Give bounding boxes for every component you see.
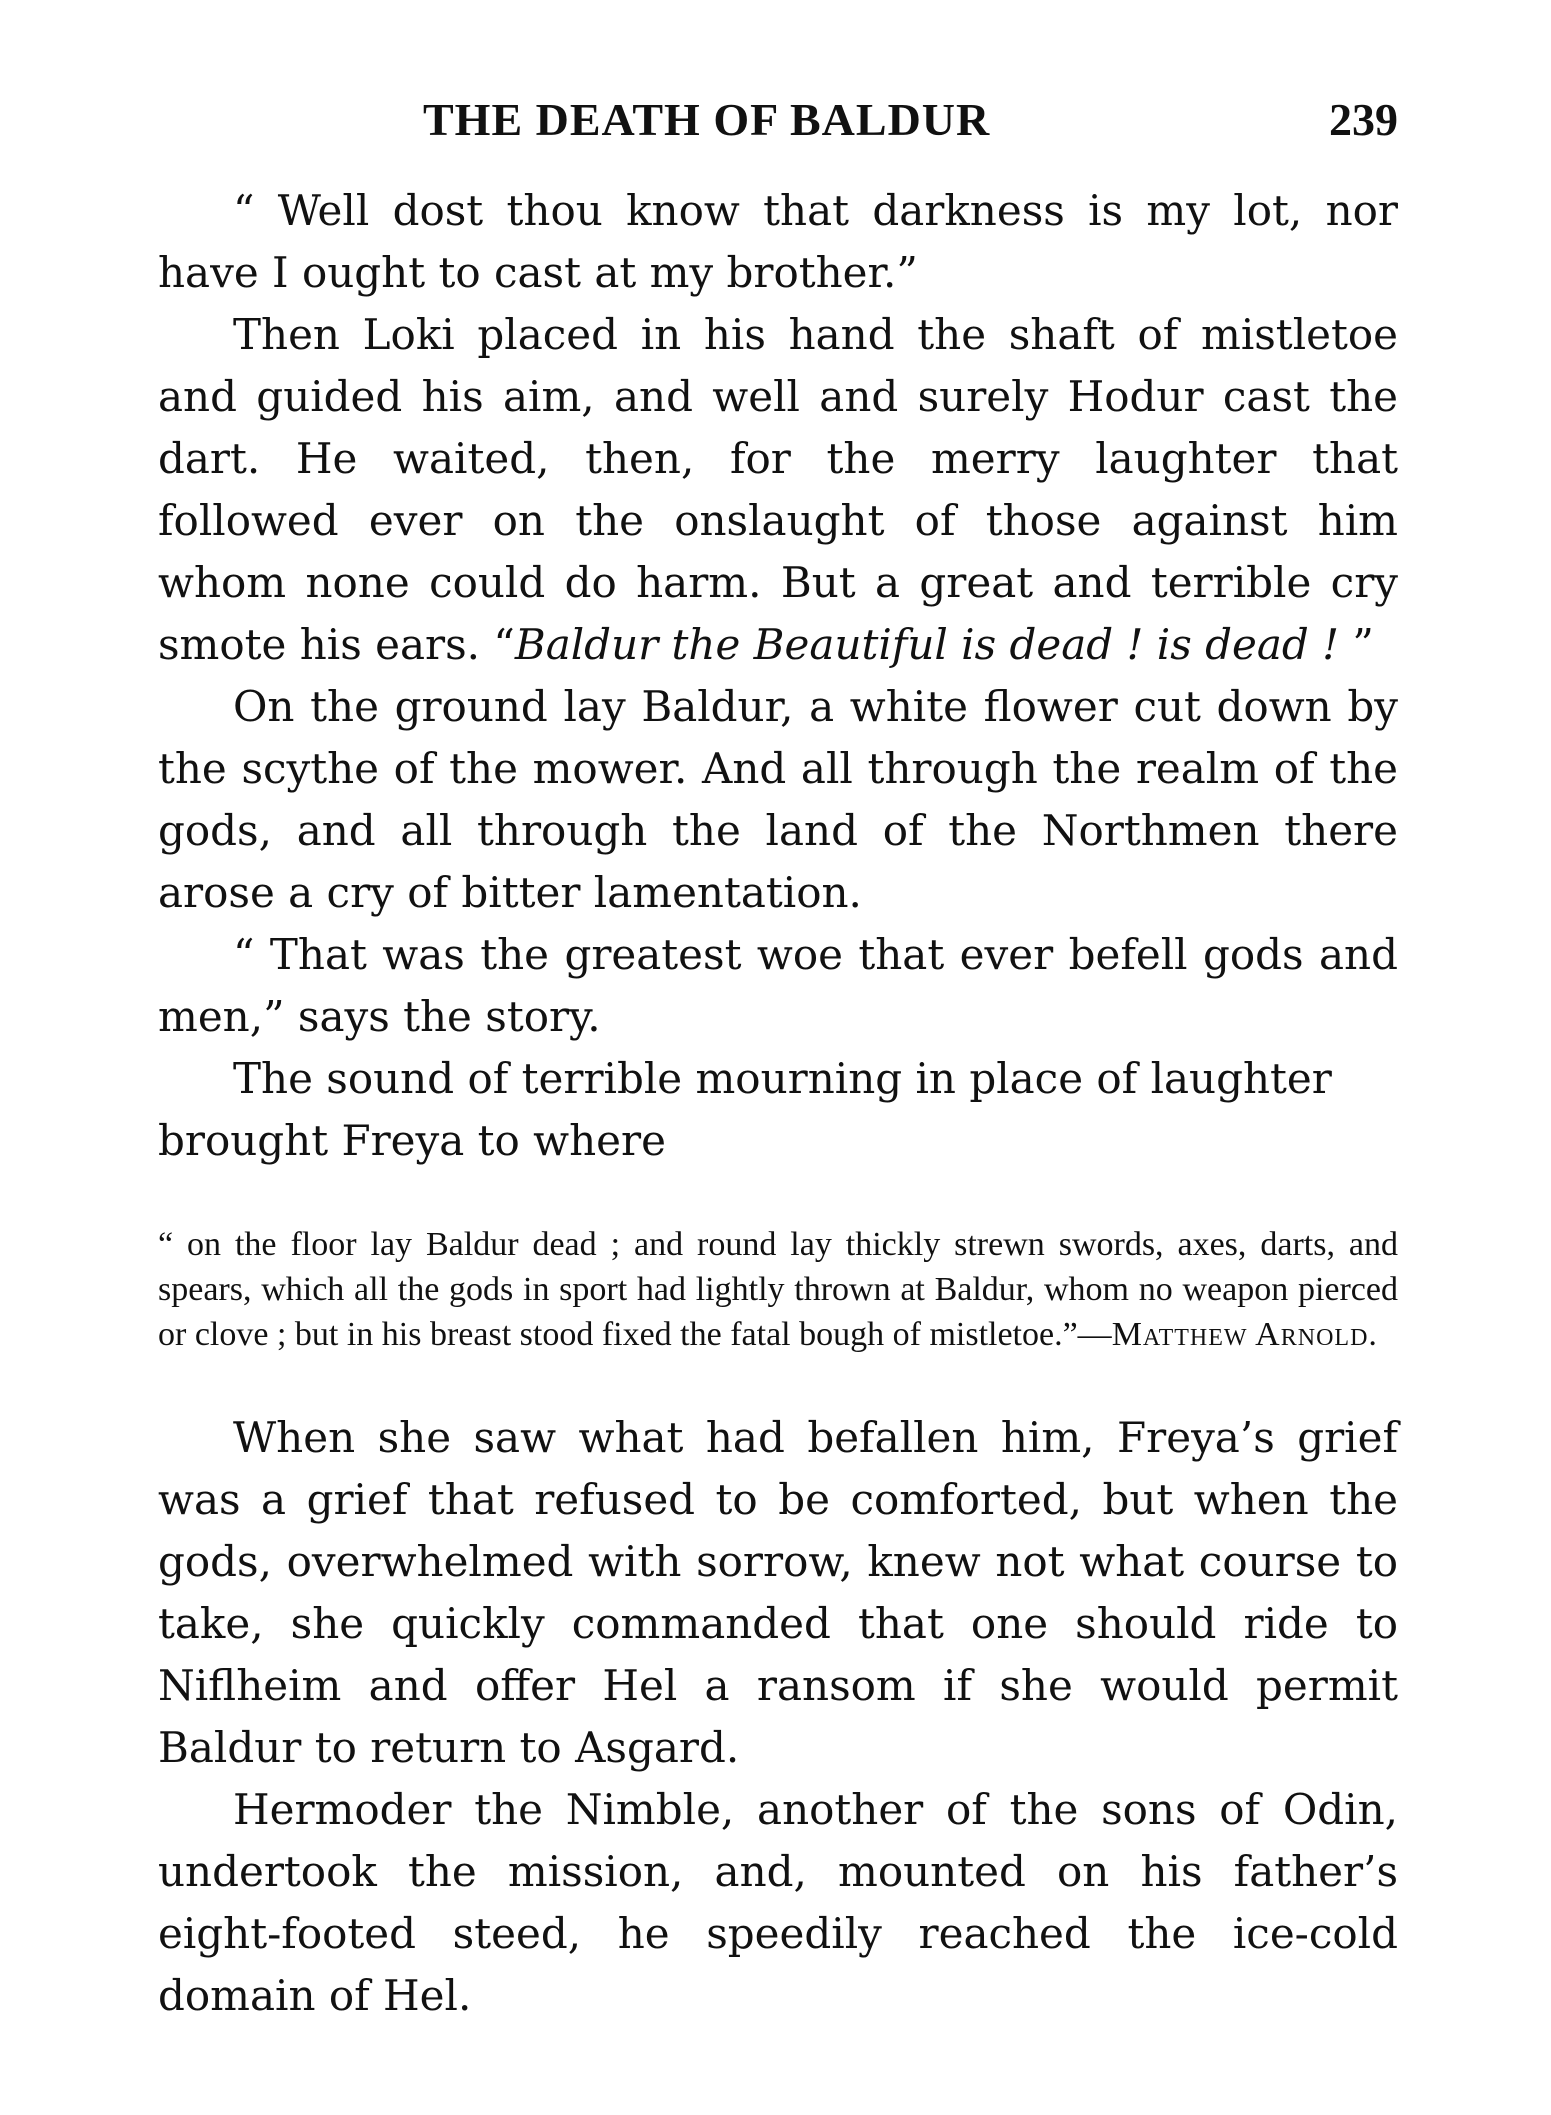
paragraph-2 [158,304,1398,676]
block-quote [158,1222,1398,1357]
block-quote-text: “ on the floor lay Baldur dead ; and round lay thickly strewn swords, axes, darts, and spears, which all the gods in sport had lightly thrown at Baldur, whom no weapon pierced or clove ; but in his breast stood fixed the fatal bough of mistletoe.”— [158,1226,1398,1353]
body-text [158,180,1398,2027]
paragraph-1: “ Well dost thou know that darkness is my lot, nor have I ought to cast at my brother.” [158,186,1398,297]
paragraph-6: When she saw what had befallen him, Freya’s grief was a grief that refused to be comforted, but when the gods, overwhelmed with sorrow, knew not what course to take, she quickly commanded that one should ride to Niflheim and offer Hel a ransom if she would permit Baldur to return to Asgard. [158,1413,1398,1772]
paragraph-7: Hermoder the Nimble, another of the sons of Odin, undertook the mission, and, mounted on his father’s eight-footed steed, he speedily reached the ice-cold domain of Hel. [158,1785,1398,2020]
paragraph-3: On the ground lay Baldur, a white flower cut down by the scythe of the mower. And all through the realm of the gods, and all through the land of the Northmen there arose a cry of bitter lamentation. [158,682,1398,917]
paragraph-2-italic-quote: Baldur the Beautiful is dead ! is dead ! [514,620,1339,669]
paragraph-2-closing-quote: ” [1339,620,1374,669]
paragraph-2-text: Then Loki placed in his hand the shaft of mistletoe and guided his aim, and well and surely Hodur cast the dart. He waited, then, for the merry laughter that followed ever on the onslaught of those against him whom none could do harm. But a great and terrible cry smote his ears. “ [158,310,1398,669]
running-head [158,90,1398,150]
paragraph-4: “ That was the greatest woe that ever befell gods and men,” says the story. [158,930,1398,1041]
page-number: 239 [1329,94,1398,145]
running-title: THE DEATH OF BALDUR [423,94,991,145]
paragraph-5: The sound of terrible mourning in place of laughter brought Freya to where [158,1054,1332,1165]
book-page [158,90,1398,2027]
block-quote-author: Matthew Arnold. [1111,1316,1378,1353]
